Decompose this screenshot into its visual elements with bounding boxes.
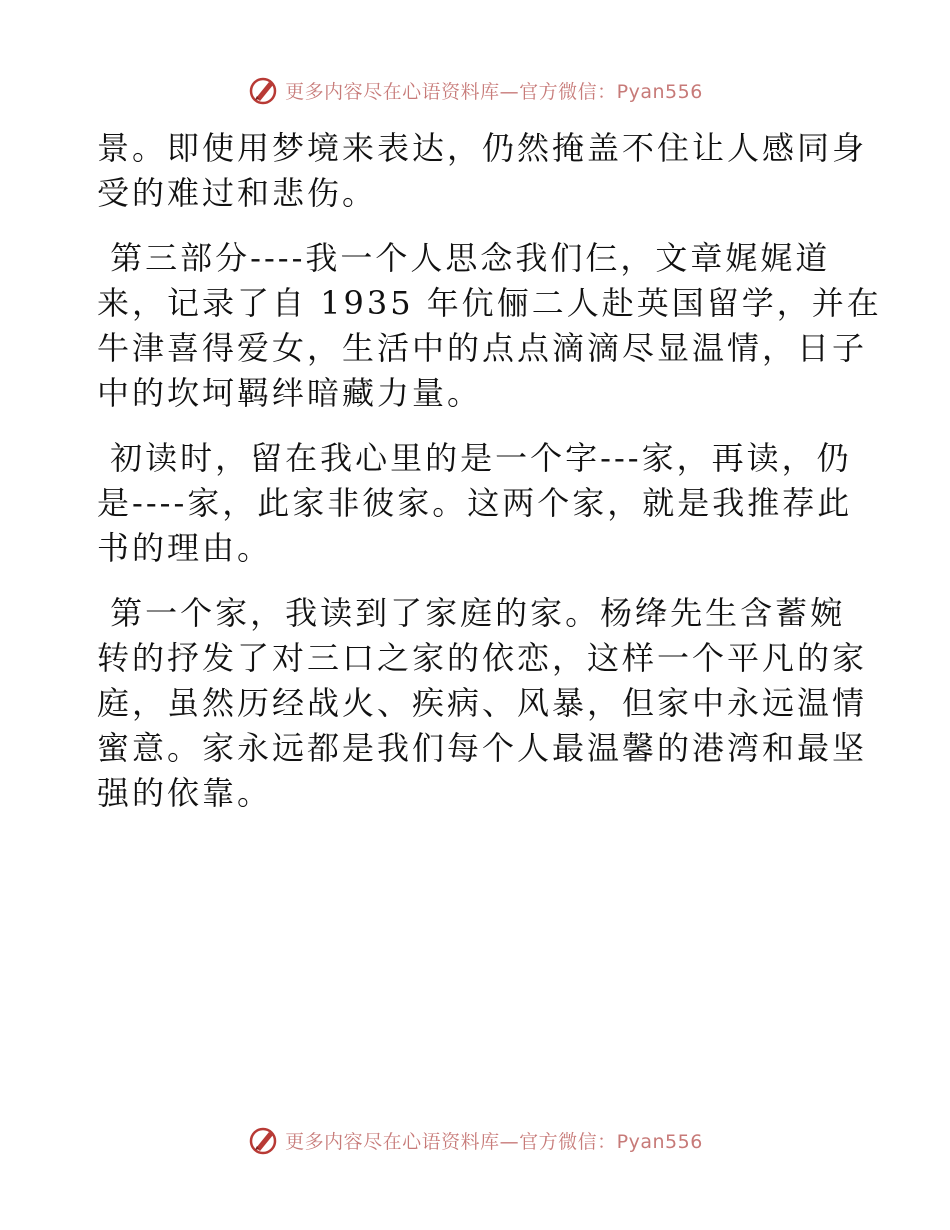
text-line: 来，记录了自 1935 年伉俪二人赴英国留学，并在 — [97, 284, 882, 322]
text-line: 中的坎坷羁绊暗藏力量。 — [97, 374, 483, 412]
pen-logo-icon — [247, 74, 279, 106]
text-line: 是----家，此家非彼家。这两个家，就是我推荐此 — [97, 484, 853, 522]
document-body — [97, 126, 882, 836]
text-line: 转的抒发了对三口之家的依恋，这样一个平凡的家 — [97, 639, 868, 677]
text-line: 第三部分----我一个人思念我们仨，文章娓娓道 — [97, 239, 831, 277]
footer-banner — [0, 1120, 950, 1160]
text-line: 初读时，留在我心里的是一个字---家，再读，仍 — [97, 439, 852, 477]
text-line: 书的理由。 — [97, 529, 273, 567]
text-line: 景。即使用梦境来表达，仍然掩盖不住让人感同身 — [97, 129, 868, 167]
text-line: 第一个家，我读到了家庭的家。杨绛先生含蓄婉 — [97, 594, 846, 632]
text-line: 强的依靠。 — [97, 774, 273, 812]
text-line: 牛津喜得爱女，生活中的点点滴滴尽显温情，日子 — [97, 329, 868, 367]
pen-logo-icon — [247, 1124, 279, 1156]
footer-banner-text: 更多内容尽在心语资料库—官方微信：Pyan556 — [285, 1130, 703, 1153]
text-line: 庭，虽然历经战火、疾病、风暴，但家中永远温情 — [97, 684, 868, 722]
header-banner — [0, 70, 950, 110]
text-line: 蜜意。家永远都是我们每个人最温馨的港湾和最坚 — [97, 729, 868, 767]
paragraph — [97, 591, 868, 816]
paragraph — [97, 436, 857, 571]
paragraph — [97, 236, 882, 416]
header-banner-text: 更多内容尽在心语资料库—官方微信：Pyan556 — [285, 80, 703, 103]
text-line: 受的难过和悲伤。 — [97, 174, 378, 212]
paragraph — [97, 126, 868, 216]
